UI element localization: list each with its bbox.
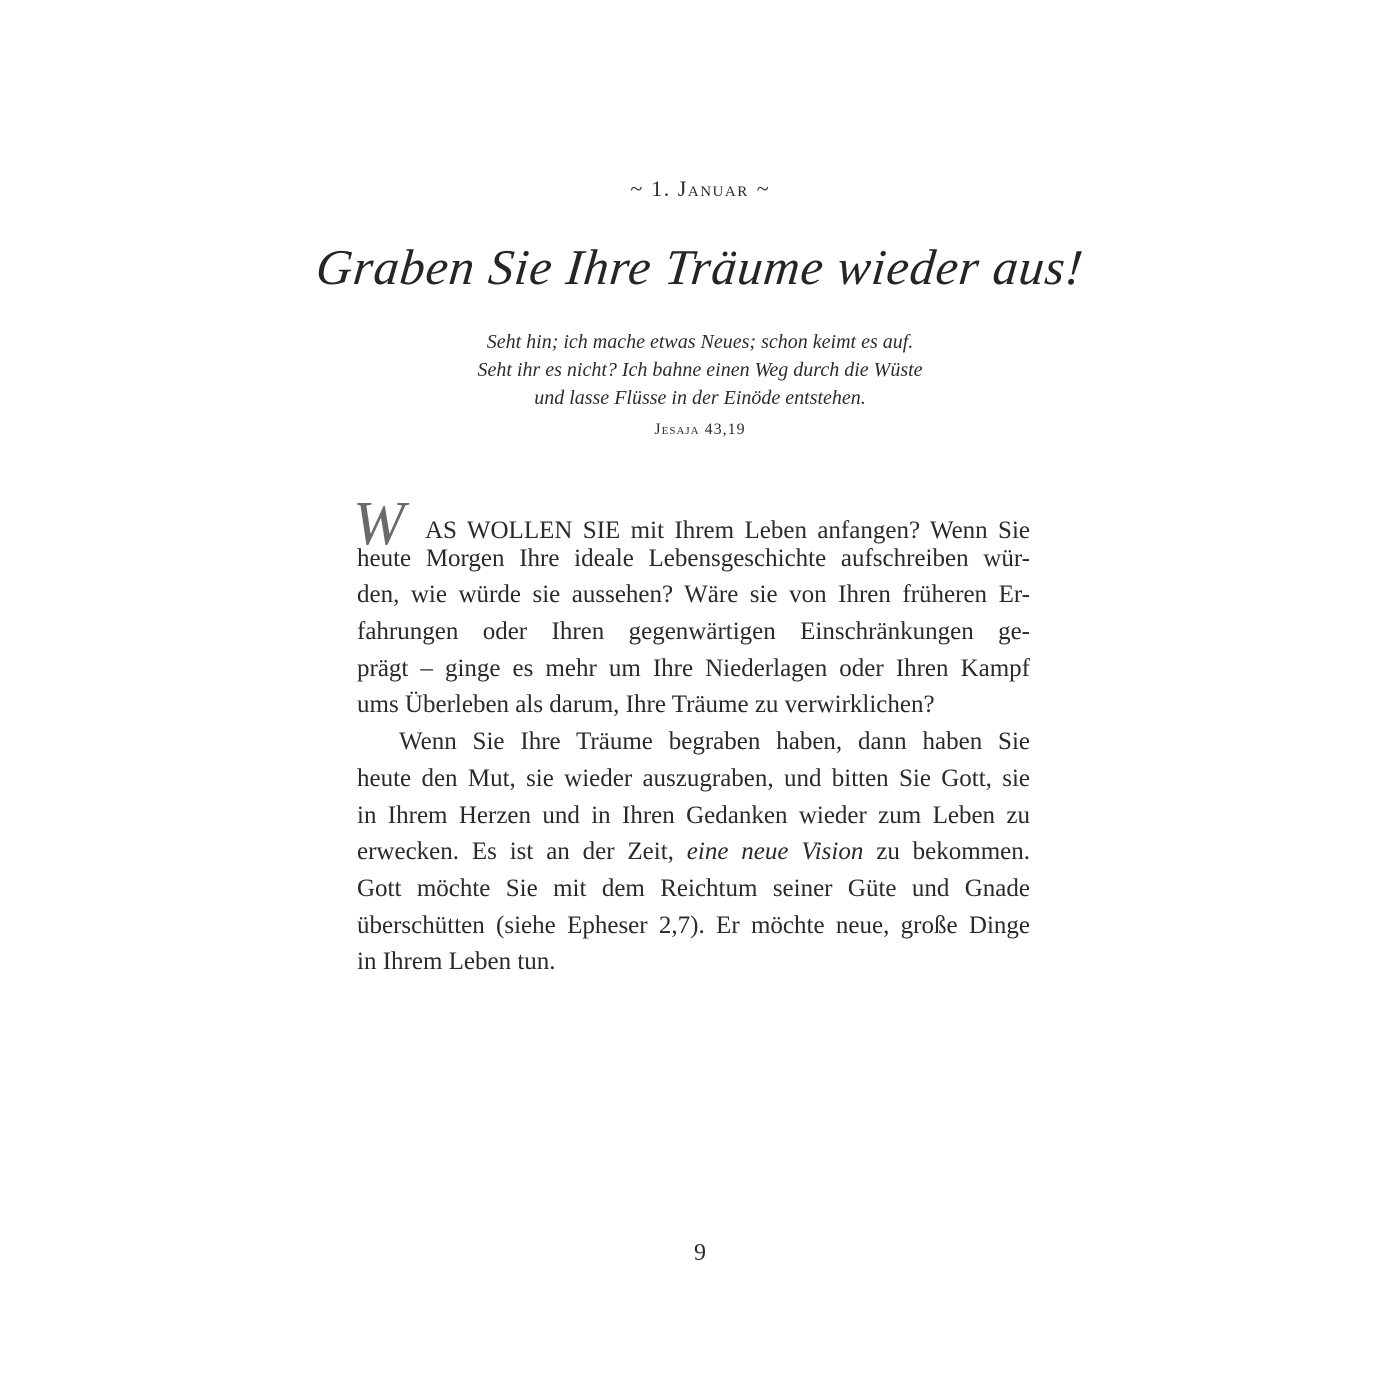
body-line: überschütten (siehe Epheser 2,7). Er möchte neue, große Dinge [357, 911, 1030, 939]
body-line-text: AS WOLLEN SIE mit Ihrem Leben anfangen? Wenn Sie [425, 517, 1030, 544]
drop-cap: W [353, 490, 405, 558]
body-line: in Ihrem Leben tun. [357, 948, 556, 976]
epigraph-line: und lasse Flüsse in der Einöde entstehen. [534, 387, 866, 409]
body-line: den, wie würde sie aussehen? Wäre sie von Ihren früheren Er- [357, 581, 1030, 609]
body-line: Wenn Sie Ihre Träume begraben haben, dann haben Sie [399, 728, 1030, 756]
body-line-text: erwecken. Es ist an der Zeit, [357, 838, 674, 866]
body-line: prägt – ginge es mehr um Ihre Niederlagen oder Ihren Kampf [357, 654, 1030, 682]
body-line-text: zu bekommen. [876, 838, 1031, 866]
body-text [353, 490, 1031, 981]
date-label: 1. Januar [651, 176, 749, 201]
body-line: ums Überleben als darum, Ihre Träume zu verwirklichen? [357, 691, 935, 719]
body-line [357, 834, 1030, 871]
tilde-right: ~ [756, 176, 770, 201]
page-number: 9 [694, 1240, 706, 1266]
body-line: Gott möchte Sie mit dem Reichtum seiner Güte und Gnade [357, 874, 1030, 902]
epigraph-line: Seht hin; ich mache etwas Neues; schon keimt es auf. [486, 331, 914, 353]
epigraph [300, 328, 1100, 412]
epigraph-line: Seht ihr es nicht? Ich bahne einen Weg durch die Wüste [477, 359, 923, 381]
tilde-left: ~ [630, 176, 644, 201]
body-line: heute den Mut, sie wieder auszugraben, und bitten Sie Gott, sie [357, 764, 1030, 792]
emphasis-text: eine neue Vision [686, 838, 864, 866]
body-line: in Ihrem Herzen und in Ihren Gedanken wieder zum Leben zu [357, 801, 1030, 829]
body-line: fahrungen oder Ihren gegenwärtigen Einschränkungen ge- [357, 618, 1030, 646]
body-line: heute Morgen Ihre ideale Lebensgeschichte aufschreiben wür- [357, 544, 1030, 572]
epigraph-reference: Jesaja 43,19 [654, 421, 746, 438]
date-heading [0, 176, 1400, 202]
page-title: Graben Sie Ihre Träume wieder aus! [313, 239, 1087, 295]
